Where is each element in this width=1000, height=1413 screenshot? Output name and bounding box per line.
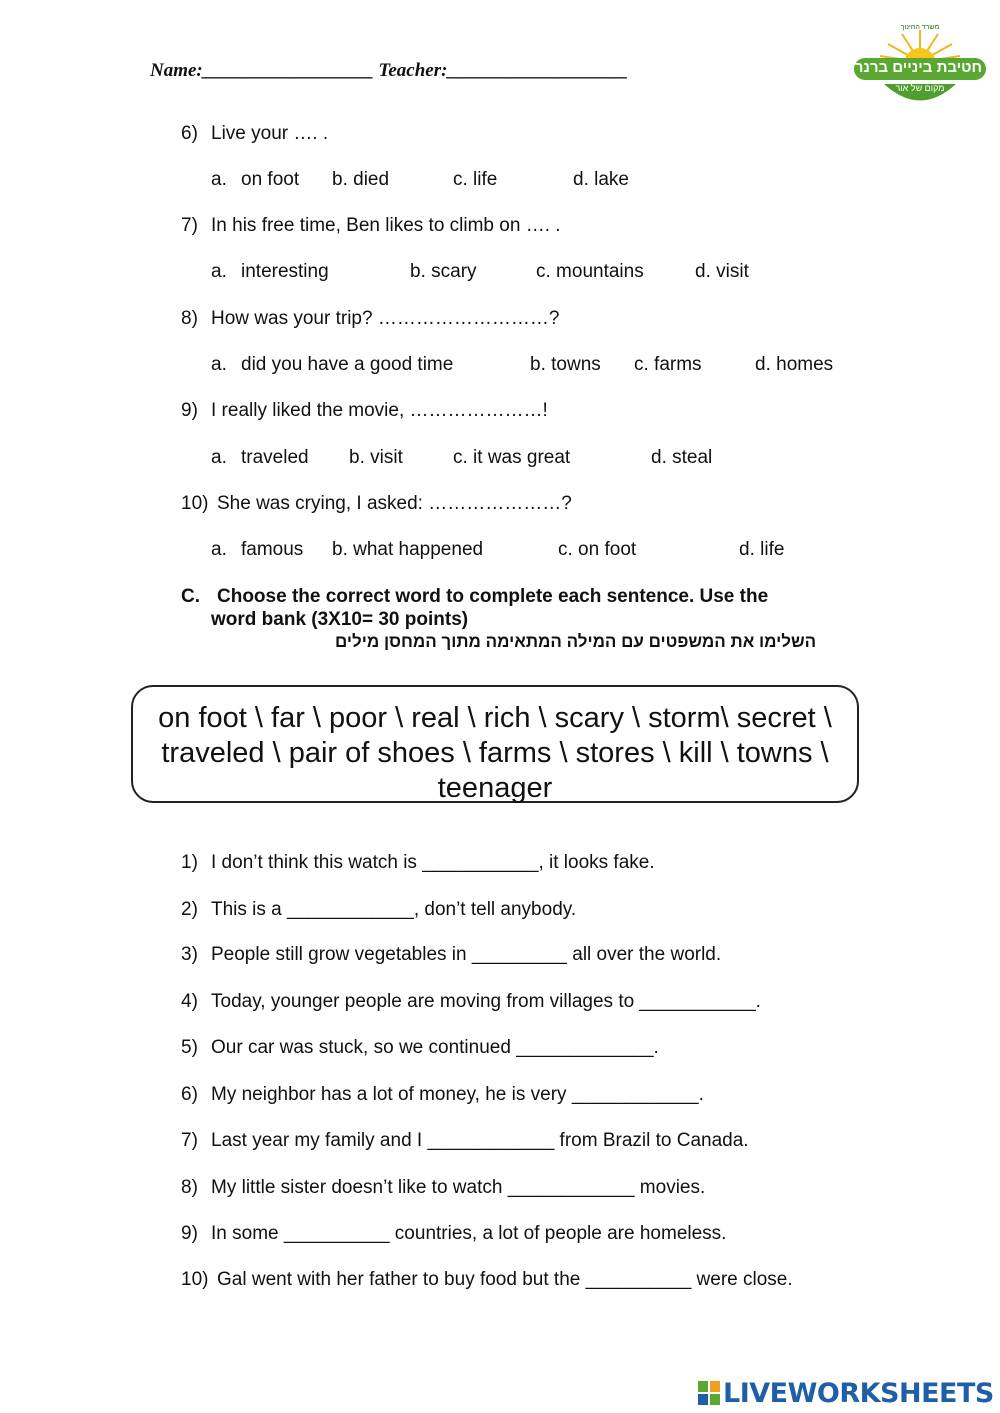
option-letter: a.: [211, 539, 227, 560]
school-logo: [850, 22, 990, 112]
question-8: [181, 308, 560, 330]
header: [150, 60, 628, 82]
hebrew-instruction: השלימו את המשפטים עם המילה המתאימה מתוך המחסן מילים: [335, 632, 817, 651]
sentence-number: 4): [181, 991, 198, 1012]
option-d[interactable]: d. lake: [573, 169, 629, 190]
brand-text: LIVEWORKSHEETS: [723, 1377, 994, 1409]
sentence-text[interactable]: In some __________ countries, a lot of people are homeless.: [211, 1223, 727, 1244]
question-text: How was your trip? ………………………?: [211, 308, 560, 329]
sentence-8: [181, 1177, 706, 1199]
option-letter: a.: [211, 447, 227, 468]
question-number: 10): [181, 493, 209, 514]
option-d[interactable]: d. visit: [695, 261, 749, 282]
question-6: [181, 123, 329, 145]
section-letter: C.: [181, 586, 200, 607]
sentence-text[interactable]: This is a ____________, don’t tell anybody.: [211, 899, 577, 920]
question-number: 7): [181, 215, 198, 236]
option-b[interactable]: b. towns: [530, 354, 601, 375]
option-letter: a.: [211, 261, 227, 282]
sentence-number: 7): [181, 1130, 198, 1151]
option-letter: a.: [211, 169, 227, 190]
sentence-number: 10): [181, 1269, 209, 1290]
option-letter: a.: [211, 354, 227, 375]
option-d[interactable]: d. homes: [755, 354, 834, 375]
option-c[interactable]: c. it was great: [453, 447, 571, 468]
question-7: [181, 215, 561, 237]
sentence-4: [181, 991, 761, 1013]
question-9: [181, 400, 548, 422]
question-text: Live your …. .: [211, 123, 329, 144]
logo-subtitle: מקום של אור: [895, 83, 945, 93]
sentence-text[interactable]: My little sister doesn’t like to watch ____________ movies.: [211, 1177, 706, 1198]
name-blank[interactable]: __________________: [202, 60, 374, 81]
word-bank-text: on foot \ far \ poor \ real \ rich \ scary \ storm\ secret \ traveled \ pair of shoes \ farms \ stores \ kill \ towns \ teenager: [158, 702, 832, 804]
section-points: word bank (3X10= 30 points): [211, 609, 469, 630]
sentence-text[interactable]: People still grow vegetables in _________ all over the world.: [211, 944, 722, 965]
question-text: In his free time, Ben likes to climb on …. .: [211, 215, 561, 236]
section-instruction: Choose the correct word to complete each sentence. Use the: [217, 586, 769, 607]
option-a[interactable]: famous: [241, 539, 304, 560]
logo-title: חטיבת ביניים ברנר: [854, 59, 982, 76]
sentence-number: 2): [181, 899, 198, 920]
sentence-1: [181, 852, 655, 874]
sentence-text[interactable]: Gal went with her father to buy food but the __________ were close.: [217, 1269, 793, 1290]
option-d[interactable]: d. steal: [651, 447, 713, 468]
sentence-10: [181, 1269, 793, 1291]
sentence-text[interactable]: Last year my family and I ____________ from Brazil to Canada.: [211, 1130, 749, 1151]
question-text: She was crying, I asked: …………………?: [217, 493, 572, 514]
name-label: Name:: [150, 60, 203, 81]
sentence-number: 5): [181, 1037, 198, 1058]
option-c[interactable]: c. life: [453, 169, 498, 190]
sentence-number: 1): [181, 852, 198, 873]
liveworksheets-brand[interactable]: [697, 1378, 994, 1408]
option-a[interactable]: interesting: [241, 261, 329, 282]
sentence-text[interactable]: My neighbor has a lot of money, he is very ____________.: [211, 1084, 704, 1105]
sentence-6: [181, 1084, 704, 1106]
option-b[interactable]: b. what happened: [332, 539, 484, 560]
logo-arc-text: משרד החינוך: [900, 24, 940, 31]
question-text: I really liked the movie, …………………!: [211, 400, 548, 421]
question-number: 9): [181, 400, 198, 421]
sentence-3: [181, 944, 722, 966]
question-number: 8): [181, 308, 198, 329]
option-a[interactable]: on foot: [241, 169, 300, 190]
teacher-label: Teacher:: [378, 60, 448, 81]
sentence-7: [181, 1130, 749, 1152]
sentence-number: 9): [181, 1223, 198, 1244]
sentence-number: 8): [181, 1177, 198, 1198]
sentence-2: [181, 899, 577, 921]
option-d[interactable]: d. life: [739, 539, 785, 560]
sentence-number: 3): [181, 944, 198, 965]
option-a[interactable]: traveled: [241, 447, 309, 468]
option-c[interactable]: c. on foot: [558, 539, 637, 560]
question-number: 6): [181, 123, 198, 144]
option-b[interactable]: b. scary: [410, 261, 477, 282]
sentence-text[interactable]: I don’t think this watch is ___________, it looks fake.: [211, 852, 655, 873]
option-a[interactable]: did you have a good time: [241, 354, 454, 375]
liveworksheets-logo-icon: [697, 1380, 721, 1406]
sentence-9: [181, 1223, 727, 1245]
sentence-number: 6): [181, 1084, 198, 1105]
question-10: [181, 493, 572, 515]
sentence-text[interactable]: Our car was stuck, so we continued _____________.: [211, 1037, 659, 1058]
option-b[interactable]: b. died: [332, 169, 390, 190]
option-b[interactable]: b. visit: [349, 447, 403, 468]
option-c[interactable]: c. mountains: [536, 261, 644, 282]
sentence-text[interactable]: Today, younger people are moving from villages to ___________.: [211, 991, 761, 1012]
teacher-blank[interactable]: ___________________: [447, 60, 628, 81]
option-c[interactable]: c. farms: [634, 354, 702, 375]
sentence-5: [181, 1037, 659, 1059]
word-bank: [131, 685, 859, 803]
